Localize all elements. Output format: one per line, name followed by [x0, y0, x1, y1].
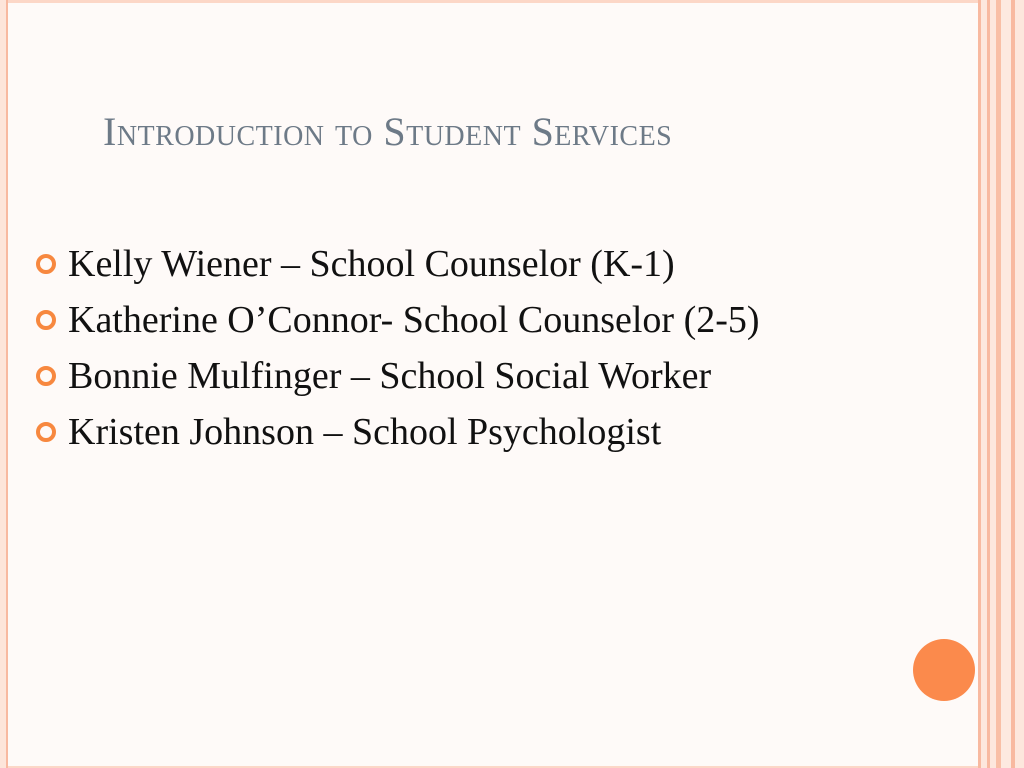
bullet-list [36, 236, 760, 460]
bullet-text: Kelly Wiener – School Counselor (K-1) [68, 243, 675, 285]
bullet-item [36, 236, 760, 292]
orange-ring-bullet-icon [36, 422, 56, 442]
frame-left-border [0, 0, 8, 768]
bullet-item [36, 404, 760, 460]
orange-ring-bullet-icon [36, 366, 56, 386]
decorative-stripe [1015, 0, 1024, 768]
accent-circle [913, 639, 975, 701]
bullet-text: Kristen Johnson – School Psychologist [68, 411, 662, 453]
slide-title: Introduction to Student Services [103, 109, 673, 154]
bullet-text: Katherine O’Connor- School Counselor (2-5) [68, 299, 760, 341]
frame-top-border [0, 0, 1024, 3]
bullet-item [36, 292, 760, 348]
bullet-item [36, 348, 760, 404]
bullet-text: Bonnie Mulfinger – School Social Worker [68, 355, 712, 397]
decorative-stripe [1001, 0, 1011, 768]
orange-ring-bullet-icon [36, 310, 56, 330]
orange-ring-bullet-icon [36, 254, 56, 274]
